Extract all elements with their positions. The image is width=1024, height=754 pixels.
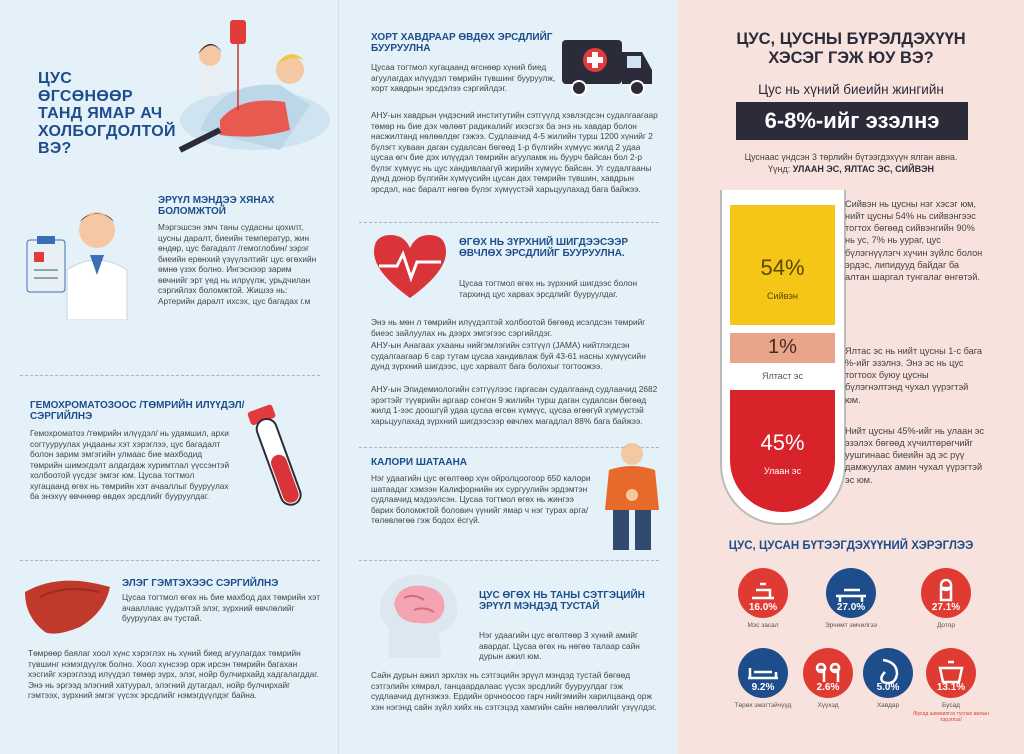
usage-label: Мэс засал <box>747 622 779 629</box>
mental-text-1: Нэг удаагийн цус өгөлтөөр 3 хүний амийг авардаг. Цусаа өгөх нь нөгөө талаар сайн дурын ажил юм. <box>479 630 640 662</box>
usage-value: 27.0% <box>836 602 866 613</box>
usage-value: 5.0% <box>876 682 900 693</box>
calorie-text: Нэг удаагийн цус өгөлтөөр хүн ойролцоогоор 650 калори шатаадаг хэмээн Калифорнийн их сургуулийн эрдэмтэн судлаачид мэдээлсэн. Цусаа тогтмол өгөх нь жингээ барих боломжтой болович үүнийг ямар ч нэг турах арга/ төлөвлөгөө гэж бодох ёсгүй. <box>371 473 591 526</box>
liver-title: ЭЛЭГ ГЭМТЭХЭЭС СЭРГИЙЛНЭ <box>122 578 279 589</box>
cancer-text-2: АНУ-ын хавдрын үндэсний институтийн сэтгүүлд хэвлэгдсэн судалгаагаар төмөр нь бие дэх чөлөөт радикалийг ихэсгэх ба энэ нь хавдар болон насжилтанд нөлөөлдөг гэжээ. Судлаачид 4-5 жилийн турш 1200 хүнийг 2 бүлэгт хуваан даган судалсан бөгөөд 1-р бүлгийн хүмүүс жилд 2 удаа цусаа өгч бие дэх илүүдэл төмрийн агууламж нь буурч байсан бол 2-р бүлэг хүмүүс нь цус хандивлаагүй жирийн хүмүүс байсан. Уг судалгааны дүнд донор бүлгийн хүмүүсийн цусан дах төмрийн түвшин, хавдрын эрсдэл, нас баралт нөгөө бүлэг хүмүүстэй харьцуулахад бага байжээ. <box>371 110 658 194</box>
usage-value: 27.1% <box>931 602 961 613</box>
test-tube-icon <box>238 395 318 525</box>
column-blood-components <box>678 0 1024 754</box>
heart-text-4: АНУ-ын Эпидемиологийн сэтгүүлээс гаргасан судалгаанд судлаачид 2682 эрэгтэйг түүврийн аргаар сонгон 9 жилийн турш даган судалсан бөгөөд жилд 1-ээс доошгүй удаа цусаа өгсөн хүмүүс, цусаа өгөөгүй хүмүүстэй харьцуулахад зүрхний шигдээсээр өвчлөх магадлал 88% бага байжээ. <box>371 384 658 426</box>
man-icon <box>597 440 667 555</box>
plasma-percent: 54% <box>760 255 805 280</box>
cancer-title: ХОРТ ХАВДРААР ӨВДӨХ ЭРСДЛИЙГ БУУРУУЛНА <box>371 32 553 54</box>
usage-title: ЦУС, ЦУСАН БҮТЭЭГДЭХҮҮНИЙ ХЭРЭГЛЭЭ <box>728 540 974 552</box>
doctor-icon <box>22 200 137 320</box>
mental-title: ЦУС ӨГӨХ НЬ ТАНЫ СЭТГЭЦИЙН ЭРҮҮЛ МЭНДЭД ТУСТАЙ <box>479 590 645 612</box>
usage-value: 9.2% <box>751 682 775 693</box>
plasma-layer <box>730 205 835 325</box>
plasma-label: Сийвэн <box>767 291 798 301</box>
usage-label: Хавдар <box>876 702 900 709</box>
usage-value: 13.1% <box>936 682 966 693</box>
liver-text-2: Төмрөөр баялаг хоол хүнс хэрэглэх нь хүний биед агуулагдах төмрийн түвшинг нэмэгдүүлж болно. Хоол хүнсээр орж ирсэн төмрийн багахан хэсгийг хэрэглээд илүүдэл төмөр зүрх, элэг, нойр булчирхайд хадгалагддаг. Энэ нь эргээд элэгний хатуурал, элэгний дутагдал, нойр булчирхайг гэмтээх, зүрхний эмгэг үүсэх эрсдлийг нэмэгдүүлдэг байна. <box>28 648 319 701</box>
hemochromatosis-title: ГЕМОХРОМАТОЗООС /ТӨМРИЙН ИЛҮҮДЭЛ/ СЭРГИЙЛНЭ <box>30 400 245 422</box>
ambulance-icon <box>557 30 657 100</box>
intro-line-2 <box>698 164 1004 174</box>
platelet-label: Ялтаст эс <box>762 371 803 381</box>
red-cell-description: Нийт цусны 45%-ийг нь улаан эс эзэлэх бөгөөд хүчилтөрөгчийг уушгинаас биеийн эд эс рүү дамжуулах амин чухал үүрэгтэй эс юм. <box>845 426 985 485</box>
cancer-text-1: Цусаа тогтмол хугацаанд өгснөөр хүний биед агуулагдах илүүдэл төмрийн түвшинг бууруулж, хорт хавдрын эрсдэлээ сэргийлдэг. <box>371 62 556 94</box>
usage-value: 16.0% <box>748 602 778 613</box>
hemochromatosis-text: Гемохроматоз /төмрийн илүүдэл/ нь удамшил, архи согтууруулах ундааны хэт хэрэглээ, цус багадалт болон зарим эмгэгийн улмаас бие махбодид төмрийн шимэгдэлт алдагдаж хуримтлал үүссэнтэй холбоотой үүсдэг эмгэг юм. Цусаа тогтмол хугацаанд өгөх нь төмрийн хэт ачааллыг бууруулах ба энэхүү өвчнөөр өвдөх эрсдлийг бууруулдаг. <box>30 428 230 502</box>
mental-text-2: Сайн дурын ажил эрхлэх нь сэтгэцийн эрүүл мэндэд тустай бөгөөд сэтгэлийн хямрал, ганцаардалаас үүсэх эрсдлийг бууруулдаг гэж судлаачид дүгнэжээ. Ердийн орчноосоо гарч нийгэмийн харилцаанд орж хэн нэгэнд сайн зүйл хийх нь сэтгэцэд хамгийн сайн нөлөөллийг үзүүлдэг. <box>371 670 657 712</box>
components-title: ЦУС, ЦУСНЫ БҮРЭЛДЭХҮҮН ХЭСЭГ ГЭЖ ЮУ ВЭ? <box>736 30 966 67</box>
red-cell-layer <box>730 390 835 512</box>
brain-head-icon <box>369 568 474 663</box>
health-check-text: Мэргэшсэн эмч таны судасны цохилт, цусны даралт, биеийн температур, жин өндөр, цус багадалт /гемоглобин/ зэрэг биеийн ерөнхий үзүүлэлтийг цус өгөхийн өмнө үзэх болно. Ингэснээр зарим өвчнийг эрт үед нь илрүүлж, урьдчилан сэргийлэх боломжтой. Жишээ нь: Артерийн даралт ихсэх, цус багадах г.м <box>158 222 317 306</box>
liver-text-1: Цусаа тогтмол өгөх нь бие махбод дах төмрийн хэт ачааллаас үүдэлтэй элэг, зүрхний өвчлөлийг бууруулах ач тустай. <box>122 592 321 624</box>
health-check-title: ЭРҮҮЛ МЭНДЭЭ ХЯНАХ БОЛОМЖТОЙ <box>158 195 275 217</box>
usage-label: Төрөх эмэгтэйчүүд <box>734 702 792 709</box>
column-benefits-2 <box>338 0 678 754</box>
liver-icon <box>20 572 115 642</box>
blood-donor-illustration <box>160 10 330 160</box>
usage-label: Дотор <box>936 622 956 629</box>
usage-label: Бусад <box>942 702 960 709</box>
platelet-layer <box>730 333 835 363</box>
heart-text-2: Энэ нь мөн л төмрийн илүүдэлтэй холбоотой бөгөөд исэлдсэн төмрийг биеэс зайлуулах нь дээрх эмгэгээс сэргийлдэг. <box>371 317 646 338</box>
usage-sublabel: /Бусад шинжилгээ туслах ажлын хэрэглээ/ <box>913 711 989 723</box>
intro-components: УЛААН ЭС, ЯЛТАС ЭС, СИЙВЭН <box>792 164 934 174</box>
components-subtitle: Цус нь хүний биеийн жингийн <box>758 82 944 97</box>
platelet-description: Ялтас эс нь нийт цусны 1-с бага %-ийг эзэлнэ. Энэ эс нь цус тогтоох буюу цусны бүлэгнэлтэнд чухал үүрэгтэй юм. <box>845 346 983 405</box>
usage-value: 2.6% <box>816 682 840 693</box>
intro-line-1: Цуснаас үндсэн 3 төрлийн бүтээгдэхүүн ялган авна. <box>744 152 958 162</box>
platelet-percent: 1% <box>768 336 797 358</box>
plasma-description: Сийвэн нь цусны нэг хэсэг юм, нийт цусны 54% нь сийвэнгээс тогтох бөгөөд сийвэнгийн 90% нь ус, 7% нь уураг, цус бүлэгнүүлэгч хүчин зүйлс болон эрдэс, липидууд байдаг ба алтан шаргал тунгалаг өнгөтэй. <box>845 199 983 282</box>
heart-icon <box>369 232 451 302</box>
intro-prefix: Үүнд: <box>768 164 791 174</box>
main-title: ЦУС ӨГСӨНӨӨР ТАНД ЯМАР АЧ ХОЛБОГДОЛТОЙ ВЭ? <box>38 70 176 158</box>
heart-text-1: Цусаа тогтмол өгөх нь зүрхний шигдээс болон тархинд цус харвах эрсдлийг бууруулдаг. <box>459 278 638 299</box>
heart-text-3: АНУ-ын Анагаах ухааны нийгэмлэгийн сэтгүүл (JAMA) нийтлэгдсэн судалгаагаар 6 сар тутам цусаа хандивлаж буй 43-61 насны хүмүүсийн дунд зүрхний шигдээс, цус харвалт бага болохыг тогтоожээ. <box>371 340 646 372</box>
calorie-title: КАЛОРИ ШАТААНА <box>371 457 468 468</box>
red-cell-percent: 45% <box>760 430 805 455</box>
highlight-banner: 6-8%-ийг эзэлнэ <box>736 102 968 140</box>
usage-label: Хүүхэд <box>817 702 839 709</box>
heart-title: ӨГӨХ НЬ ЗҮРХНИЙ ШИГДЭЭСЭЭР ӨВЧЛӨХ ЭРСДЛИЙГ БУУРУУЛНА. <box>459 237 629 259</box>
usage-label: Эрчимт эмчилгээ <box>824 622 877 629</box>
red-cell-label: Улаан эс <box>764 466 801 476</box>
column-benefits-1 <box>0 0 338 754</box>
